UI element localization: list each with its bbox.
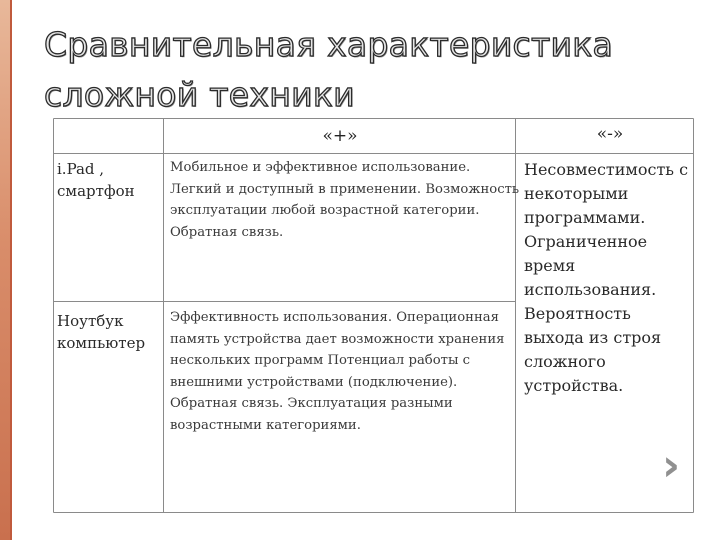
header-plus: «+» <box>322 126 358 146</box>
minus-cell: Несовместимость с некоторыми программами. Ограниченное время использования. Вероятность выхода из строя сложного устройства. <box>524 160 689 395</box>
plus-cell-laptop: Эффективность использования. Операционная память устройства дает возможности хранения нескольких программ Потенциал работы с внешними устройствами (подключение). Обратная связь. Эксплуатация разными возрастными категориями. <box>170 310 505 433</box>
header-minus: «-» <box>596 124 624 144</box>
device-label-laptop: Ноутбук компьютер <box>57 312 146 352</box>
slide-title: Сравнительная характеристика сложной техники <box>44 25 614 114</box>
device-label-ipad: i.Pad , смартфон <box>57 160 135 200</box>
plus-cell-ipad: Мобильное и эффективное использование. Легкий и доступный в применении. Возможность эксплуатации любой возрастной категории. Обратная связь. <box>170 160 520 240</box>
next-chevron-icon[interactable]: › <box>662 440 681 491</box>
